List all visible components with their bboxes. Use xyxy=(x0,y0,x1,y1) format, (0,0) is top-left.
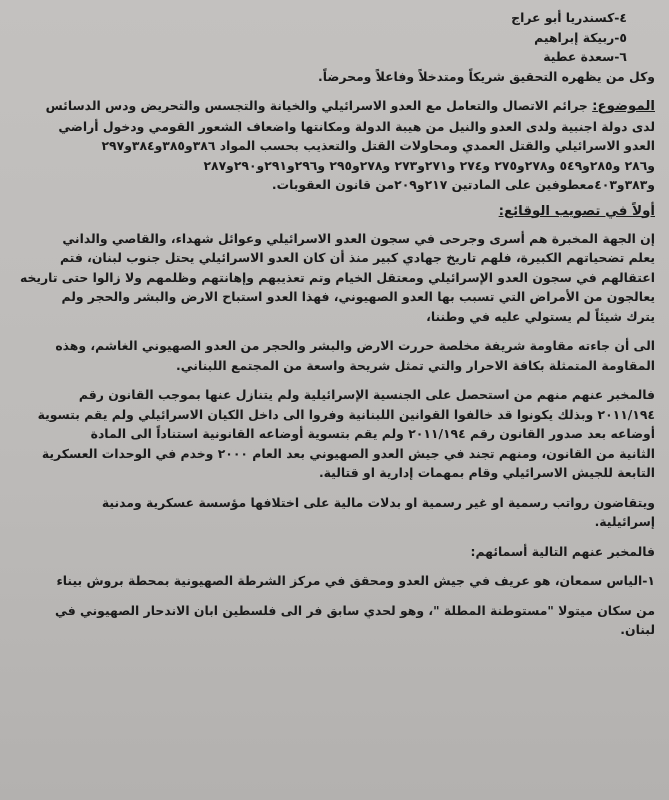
paragraph-line: إسرائيلية. xyxy=(594,514,655,529)
subject-line: لدى دولة اجنبية ولدى العدو والنيل من هيبة الدولة ومكانتها واضعاف الشعور القومي ودخول أراضي xyxy=(58,118,655,134)
intro-line: وكل من يظهره التحقيق شريكاً ومتدخلاً وفاعلاً ومحرضاً. xyxy=(318,68,655,84)
paragraph-line: ١-الياس سمعان، هو عريف في جيش العدو ومحقق في مركز الشرطة الصهيونية بمحطة بروش بيناء xyxy=(56,573,655,588)
paragraph-line: من سكان ميتولا "مستوطنة المطلة "، وهو لحدي سابق فر الى فلسطين ابان الاندحار الصهيوني في xyxy=(55,602,655,618)
paragraph-line: لبنان. xyxy=(620,622,655,637)
list-item-6: ٦-سعدة عطية xyxy=(543,49,627,64)
paragraph-3 xyxy=(10,385,655,483)
subject-first-line xyxy=(10,96,655,117)
paragraph-line: يعلم تضحياتهم الكبيرة، فلهم تاريخ جهادي كبير منذ أن كان العدو الاسرائيلي يحتل جنوب لبنان، فتم xyxy=(59,250,655,265)
paragraph-5 xyxy=(10,542,655,562)
subject-line: العدو الاسرائيلي والقتل العمدي ومحاولات القتل والتعذيب بحسب المواد ٣٨٦و٣٨٥و٣٨٤و٢٩٧ xyxy=(101,138,655,153)
subject-label: الموضوع: xyxy=(592,99,655,114)
paragraph-line: ٢٠١١/١٩٤ وبذلك يكونوا قد خالفوا القوانين اللبنانية وفروا الى داخل الكيان الاسرائيلي ولم يقم بتسوية xyxy=(37,406,655,422)
paragraph-line: فالمخبر عنهم منهم من استحصل على الجنسية الإسرائيلية ولم يتنازل عنها بموجب القانون رقم xyxy=(78,387,655,402)
paragraph-line: الى أن جاءته مقاومة شريفة مخلصة حررت الارض والبشر والحجر من العدو الصهيوني الغاشم، وهذه xyxy=(55,338,655,353)
section-heading xyxy=(10,201,655,223)
paragraph-line: فالمخبر عنهم التالية أسمائهم: xyxy=(470,543,655,559)
subject-line: و٢٨٦ و٢٨٥و٥٤٩ و٢٧٨و٢٧٥ و٢٧٤ و٢٧١و٢٧٣ و٢٧٨و٢٩٥ و٢٩٦و٢٩١و٢٩٠و٢٨٧ xyxy=(203,157,655,173)
paragraph-line: يترك شيئاً لم يستولي عليه في وطننا، xyxy=(426,308,655,324)
paragraph-2 xyxy=(10,336,655,375)
paragraph-6 xyxy=(10,571,655,591)
paragraph-line: المقاومة المتمثلة بكافة الاحرار والتي تمثل شريحة واسعة من المجتمع اللبناني. xyxy=(176,357,655,373)
paragraph-line: التابعة للجيش الاسرائيلي وقام بمهمات إدارية او قتالية. xyxy=(318,465,655,480)
paragraph-line: أوضاعه بعد صدور القانون رقم ٢٠١١/١٩٤ ولم يقم بتسوية أوضاعه القانونية استناداً الى المادة xyxy=(90,426,655,441)
paragraph-line: ويتقاضون رواتب رسمية او غير رسمية او بدلات مالية على اختلافها مؤسسة عسكرية ومدنية xyxy=(101,494,655,510)
paragraph-4 xyxy=(10,493,655,532)
section-heading-text: أولاً في تصويب الوقائع: xyxy=(498,203,655,219)
paragraph-line: الثانية من القانون، ومنهم تجند في جيش العدو الصهيوني بعد العام ٢٠٠٠ وخدم في الوحدات العسكرية xyxy=(41,445,655,461)
paragraph-1 xyxy=(10,229,655,327)
paragraph-line: إن الجهة المخبرة هم أسرى وجرحى في سجون العدو الاسرائيلي وعوائل شهداء، والقاصي والداني xyxy=(62,230,655,246)
list-item-5: ٥-ربيكة إبراهيم xyxy=(534,29,627,45)
paragraph-7 xyxy=(10,601,655,640)
paragraph-line: اعتقالهم في سجون العدو الإسرائيلي ومعتقل الخيام وتم تعذيبهم وإهانتهم وظلمهم ولا زالوا حتى تاريخه xyxy=(19,269,655,285)
subject-first-text: جرائم الاتصال والتعامل مع العدو الاسرائيلي والخيانة والتجسس والتحريض ودس الدسائس xyxy=(45,98,588,113)
paragraph-line: يعالجون من الأمراض التي تسبب بها العدو الصهيوني، فهذا العدو استباح الارض والبشر والحجر ولم xyxy=(61,289,655,304)
list-item-4: ٤-كسندريا أبو عراج xyxy=(511,10,627,25)
subject-line: و٣٨٣و٤٠٣معطوفين على المادتين ٢١٧و٢٠٩من قانون العقوبات. xyxy=(271,177,655,192)
